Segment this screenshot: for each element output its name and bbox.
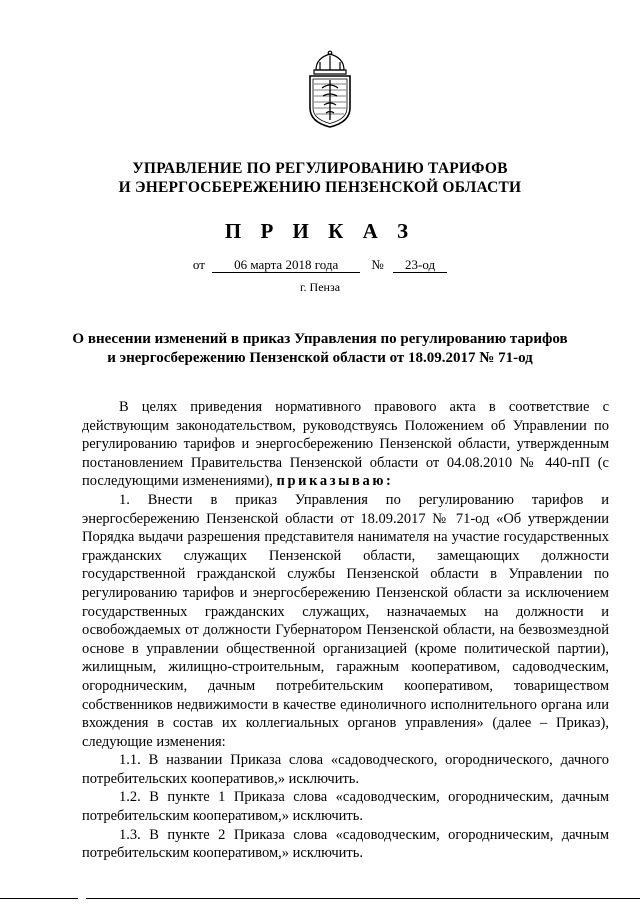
decree-word: приказываю:: [276, 473, 394, 490]
order-date: 06 марта 2018 года: [212, 257, 360, 273]
item-1-2-paragraph: 1.2. В пункте 1 Приказа слова «садоводческим, огородническим, дачным потребительским кооперативом,» исключить.: [82, 789, 609, 825]
item-1-1-paragraph: 1.1. В названии Приказа слова «садоводческого, огороднического, дачного потребительских кооперативов,» исключить.: [82, 752, 609, 787]
document-title: П Р И К А З: [224, 219, 416, 243]
subject-line-1: О внесении изменений в приказ Управления по регулированию тарифов: [72, 331, 568, 347]
item-1-paragraph: 1. Внести в приказ Управления по регулированию тарифов и энергосбережению Пензенской области от 18.09.2017 № 71-од «Об утверждении Порядка выдачи разрешения представителя нанимателя на участие государственных гражданских служащих Пензенской области, замещающих должности государственной гражданской службы Пензенской области в Управлении по регулированию тарифов и энергосбережению Пензенской области за исключением государственных гражданских служащих, назначаемых на должности и освобождаемых от должности Губернатором Пензенской области, на безвозмездной основе в управлении общественной организацией (кроме политической партии), жилищным, жилищно-строительным, гаражным кооперативом, садоводческим, огородническим, дачным потребительским кооперативом, товариществом собственников недвижимости в качестве единоличного исполнительного органа или вхождения в состав их коллегиальных органов управления» (далее – Приказ), следующие изменения:: [82, 491, 609, 750]
footer-rule-right: [86, 898, 640, 899]
number-prefix: №: [371, 257, 384, 272]
agency-name-line-2: И ЭНЕРГОСБЕРЕЖЕНИЮ ПЕНЗЕНСКОЙ ОБЛАСТИ: [118, 179, 522, 196]
preamble-paragraph: [82, 398, 609, 491]
agency-name-line-1: УПРАВЛЕНИЕ ПО РЕГУЛИРОВАНИЮ ТАРИФОВ: [132, 160, 508, 177]
order-number: 23-од: [393, 257, 447, 273]
coat-of-arms-emblem: [302, 50, 358, 128]
preamble-text: В целях приведения нормативного правового акта в соответствие с действующим законодательством, руководствуясь Положением об Управлении по регулированию тарифов и энергосбережению Пензенской области, утвержденным постановлением Правительства Пензенской области от 04.08.2010 № 440-пП (с последующими изменениями),: [82, 399, 609, 490]
footer-rule-left: [0, 898, 78, 899]
date-prefix: от: [192, 257, 205, 272]
item-1-3-paragraph: 1.3. В пункте 2 Приказа слова «садоводческим, огородническим, дачным потребительским кооперативом,» исключить.: [82, 826, 609, 862]
document-body: [82, 398, 609, 863]
order-date-number-line: [0, 257, 640, 273]
order-city: г. Пенза: [299, 280, 341, 294]
subject-line-2: и энергосбережению Пензенской области от 18.09.2017 № 71-од: [107, 350, 533, 366]
